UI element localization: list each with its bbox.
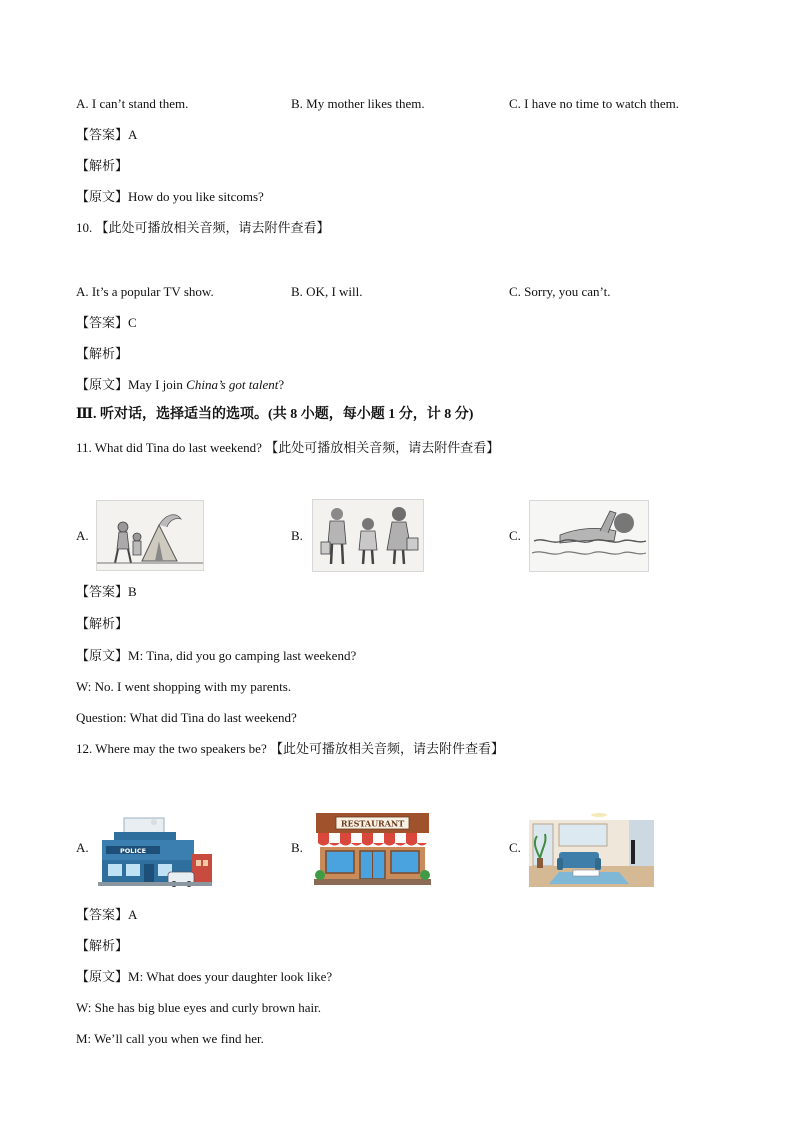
q12-option-b-label: B. bbox=[291, 840, 303, 855]
q11-dialogue-line: W: No. I went shopping with my parents. bbox=[76, 679, 292, 694]
answer-tag: 【答案】 bbox=[76, 315, 129, 330]
q9-source bbox=[76, 189, 264, 205]
restaurant-sign: RESTAURANT bbox=[340, 818, 405, 829]
source-tag: 【原文】 bbox=[76, 189, 129, 204]
audio-note: 【此处可播放相关音频，请去附件查看】 bbox=[265, 440, 500, 455]
source-tag: 【原文】 bbox=[76, 377, 129, 392]
q11-option-c-label: C. bbox=[509, 528, 521, 543]
restaurant-picture bbox=[312, 811, 433, 887]
police-sign: POLICE bbox=[119, 847, 147, 855]
source-text: M: Tina, did you go camping last weekend? bbox=[128, 648, 357, 663]
audio-note: 【此处可播放相关音频，请去附件查看】 bbox=[95, 220, 330, 235]
q12-answer bbox=[76, 907, 137, 923]
answer-letter: A bbox=[128, 907, 138, 922]
q11-question bbox=[76, 440, 499, 456]
answer-letter: A bbox=[128, 127, 138, 142]
q11-analysis: 【解析】 bbox=[76, 616, 129, 631]
audio-note: 【此处可播放相关音频，请去附件查看】 bbox=[269, 741, 504, 756]
q9-option-a: A. I can’t stand them. bbox=[76, 96, 189, 111]
q10-analysis: 【解析】 bbox=[76, 346, 129, 361]
answer-tag: 【答案】 bbox=[76, 907, 129, 922]
answer-letter: C bbox=[128, 315, 137, 330]
q12-question bbox=[76, 741, 504, 757]
q11-source bbox=[76, 648, 356, 664]
q11-dialogue-line: Question: What did Tina do last weekend? bbox=[76, 710, 297, 725]
q12-source bbox=[76, 969, 332, 985]
q10-source bbox=[76, 377, 284, 393]
q12-dialogue-line: W: She has big blue eyes and curly brown hair. bbox=[76, 1000, 322, 1015]
q12-analysis: 【解析】 bbox=[76, 938, 129, 953]
q9-analysis: 【解析】 bbox=[76, 158, 129, 173]
q10-option-b: B. OK, I will. bbox=[291, 284, 363, 299]
q12-option-a-label: A. bbox=[76, 840, 89, 855]
q9-answer bbox=[76, 127, 137, 143]
source-tag: 【原文】 bbox=[76, 969, 129, 984]
question-number: 10. bbox=[76, 220, 93, 235]
answer-tag: 【答案】 bbox=[76, 127, 129, 142]
answer-letter: B bbox=[128, 584, 137, 599]
source-text: How do you like sitcoms? bbox=[128, 189, 264, 204]
q10-answer bbox=[76, 315, 137, 331]
q10-option-c: C. Sorry, you can’t. bbox=[509, 284, 611, 299]
q11-answer bbox=[76, 584, 137, 600]
question-text: 11. What did Tina do last weekend? bbox=[76, 440, 262, 455]
shopping-family-picture bbox=[312, 499, 424, 572]
answer-tag: 【答案】 bbox=[76, 584, 129, 599]
camping-picture bbox=[96, 500, 204, 571]
q11-option-b-label: B. bbox=[291, 528, 303, 543]
source-text: M: What does your daughter look like? bbox=[128, 969, 333, 984]
living-room-picture bbox=[529, 810, 654, 887]
police-station-picture bbox=[96, 816, 214, 888]
question-text: 12. Where may the two speakers be? bbox=[76, 741, 267, 756]
q9-option-c: C. I have no time to watch them. bbox=[509, 96, 680, 111]
source-italic-title: China’s got talent bbox=[186, 377, 279, 392]
q9-option-b: B. My mother likes them. bbox=[291, 96, 425, 111]
source-tag: 【原文】 bbox=[76, 648, 129, 663]
source-text: May I join bbox=[128, 377, 187, 392]
section-3-title: Ⅲ. 听对话，选择适当的选项。(共 8 小题，每小题 1 分，计 8 分) bbox=[76, 407, 474, 422]
swimming-picture bbox=[529, 500, 649, 572]
q12-option-c-label: C. bbox=[509, 840, 521, 855]
q11-option-a-label: A. bbox=[76, 528, 89, 543]
q12-dialogue-line: M: We’ll call you when we find her. bbox=[76, 1031, 264, 1046]
source-suffix: ? bbox=[278, 377, 285, 392]
q10-option-a: A. It’s a popular TV show. bbox=[76, 284, 214, 299]
q10-question bbox=[76, 220, 330, 236]
